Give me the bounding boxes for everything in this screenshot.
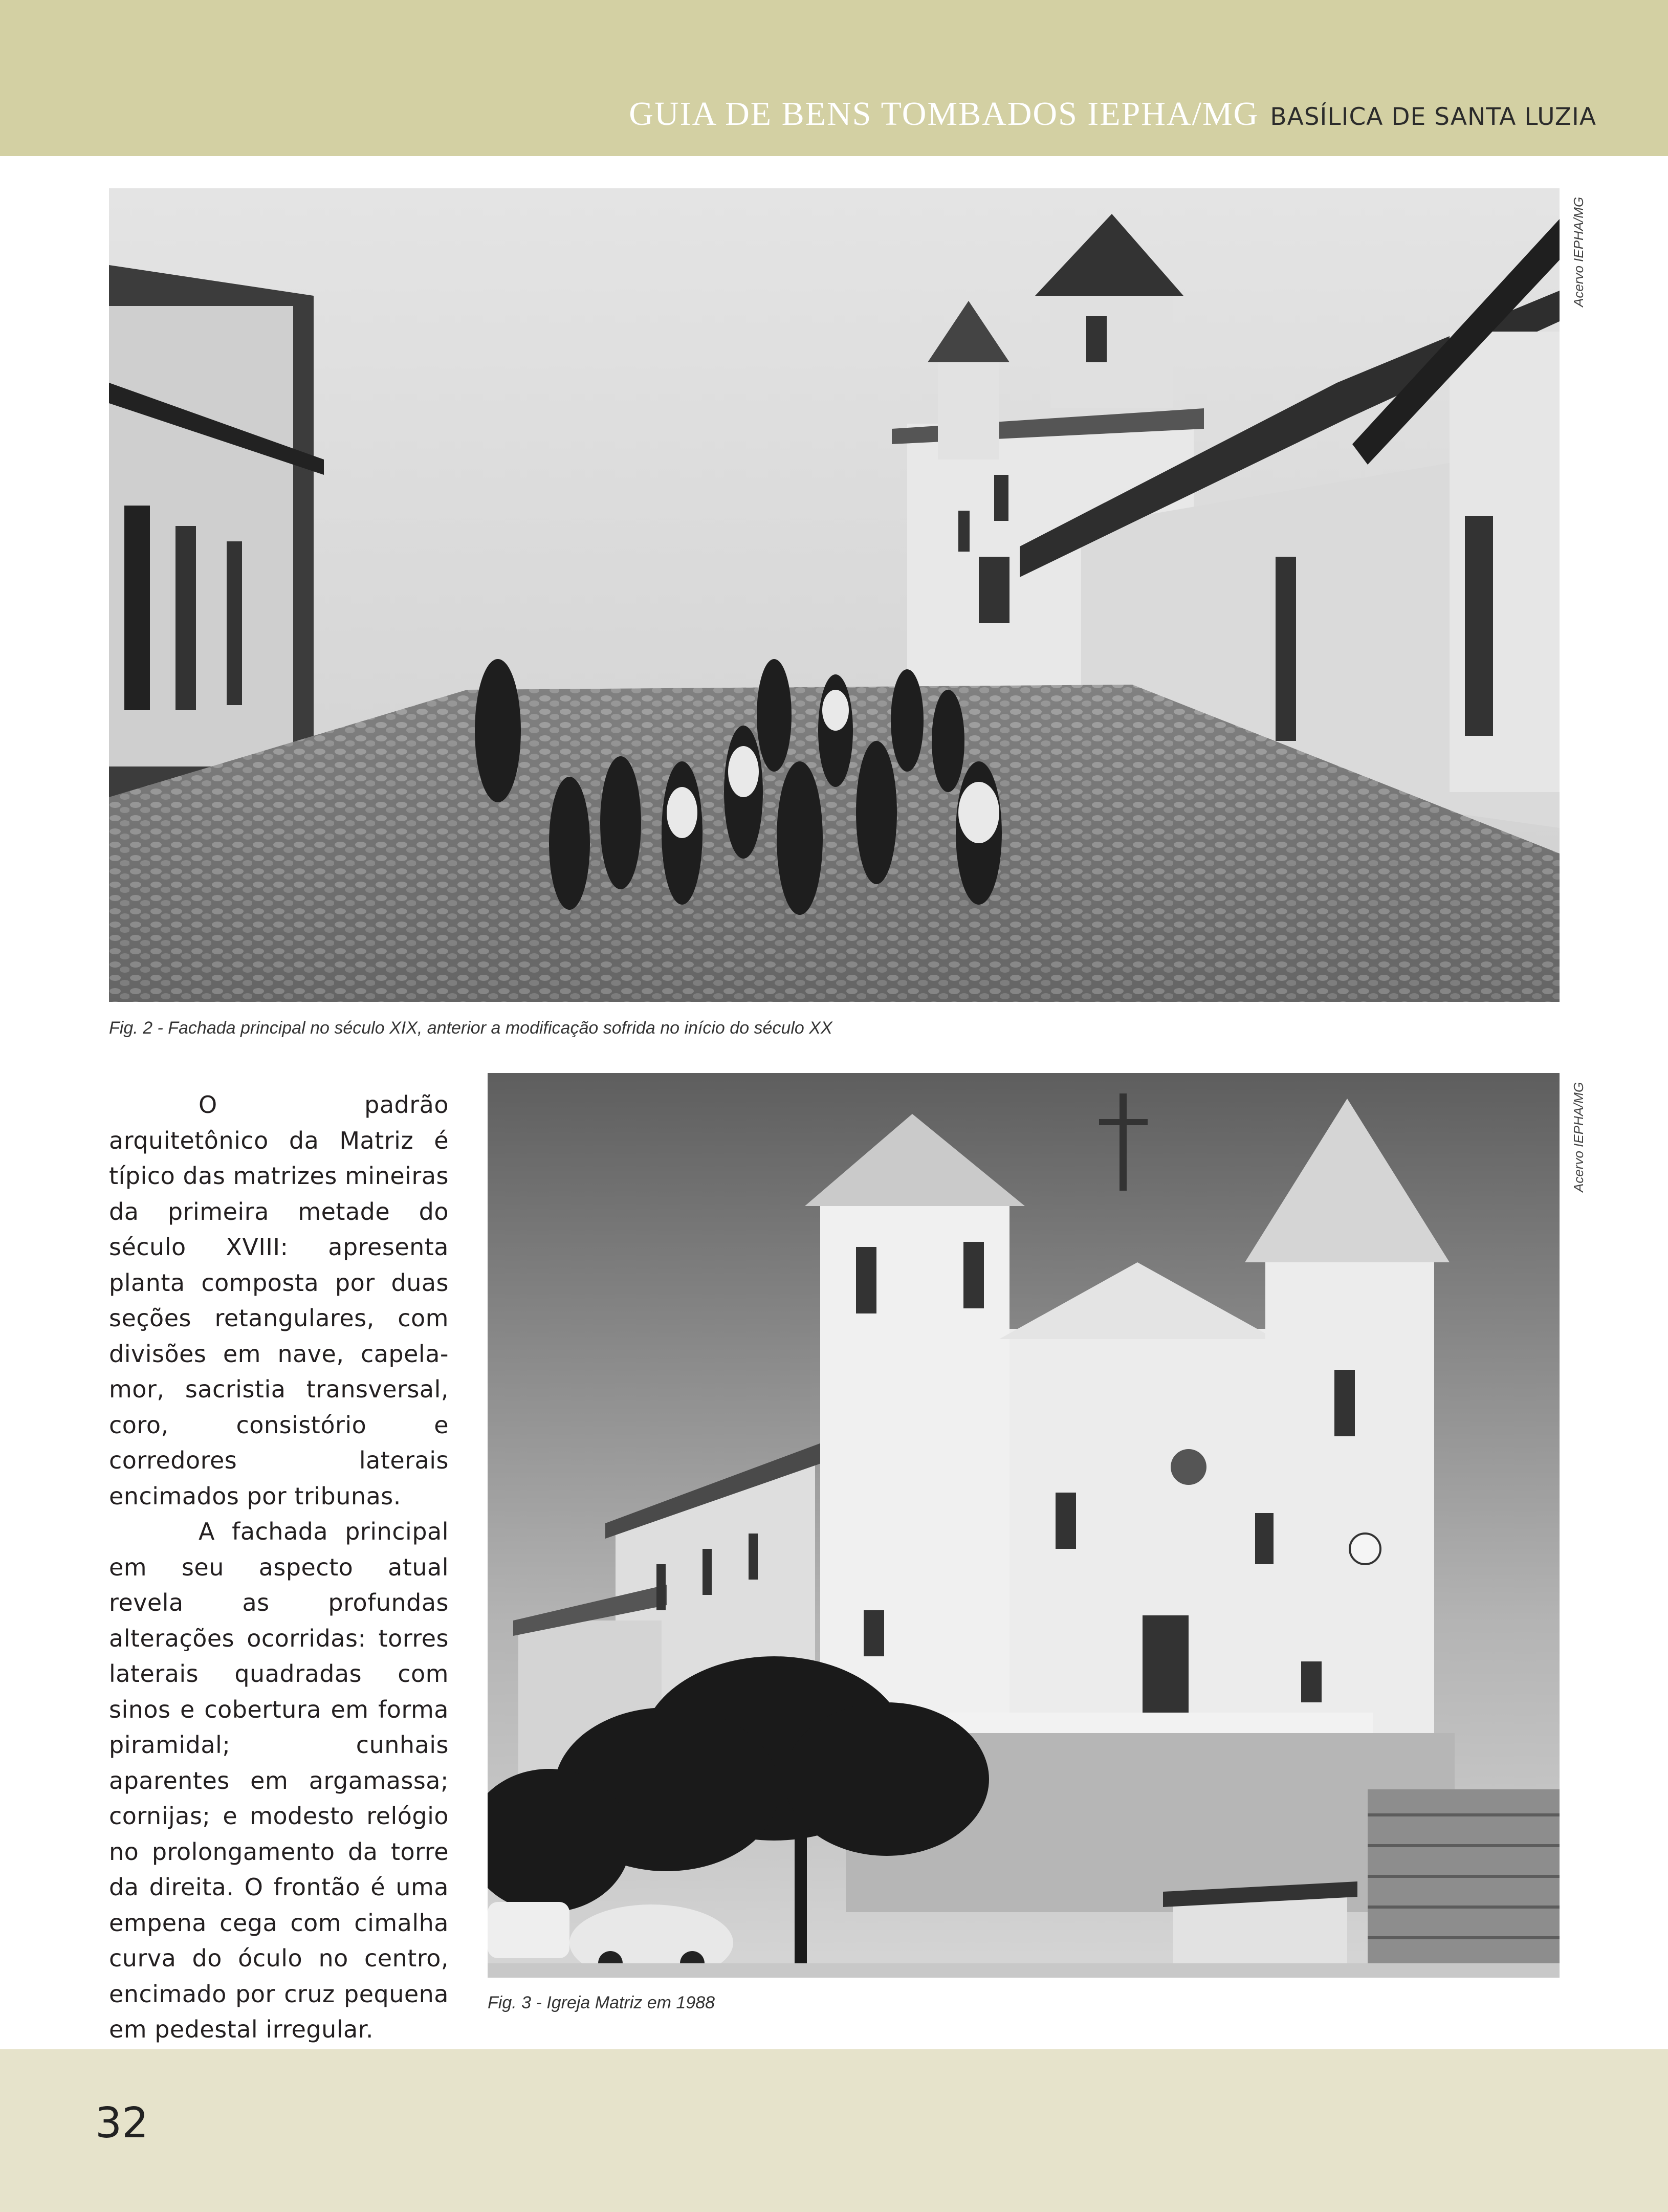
figure-2-credit: Acervo IEPHA/MG [1571,196,1586,307]
figure-2-photo [109,188,1560,1002]
header-band [0,0,1668,156]
footer-band [0,2049,1668,2212]
header-title [629,97,1596,131]
figure-3-caption: Fig. 3 - Igreja Matriz em 1988 [488,1993,715,2012]
figure-3-credit: Acervo IEPHA/MG [1571,1082,1586,1192]
figure-3-photo [488,1073,1560,1978]
page-number: 32 [95,2099,149,2148]
figure-2-illustration [109,188,1560,1002]
section-title: BASÍLICA DE SANTA LUZIA [1270,103,1596,131]
body-text [109,1087,449,2048]
publication-title: GUIA DE BENS TOMBADOS IEPHA/MG [629,95,1259,133]
figure-2-caption: Fig. 2 - Fachada principal no século XIX, anterior a modificação sofrida no início do século XX [109,1018,832,1038]
figure-3-illustration [488,1073,1560,1978]
paragraph-2: A fachada principal em seu aspecto atual revela as profundas alterações ocorridas: torres laterais quadradas com sinos e cobertura em forma piramidal; cunhais aparentes em argamassa; cornijas; e modesto relógio no prolongamento da torre da direita. O frontão é uma empena cega com cimalha curva do óculo no centro, encimado por cruz pequena em pedestal irregular. [109,1518,449,2043]
paragraph-1: O padrão arquitetônico da Matriz é típico das matrizes mineiras da primeira metade do século XVIII: apresenta planta composta por duas seções retangulares, com divisões em nave, capela-mor, sacristia transversal, coro, consistório e corredores laterais encimados por tribunas. [109,1091,449,1510]
